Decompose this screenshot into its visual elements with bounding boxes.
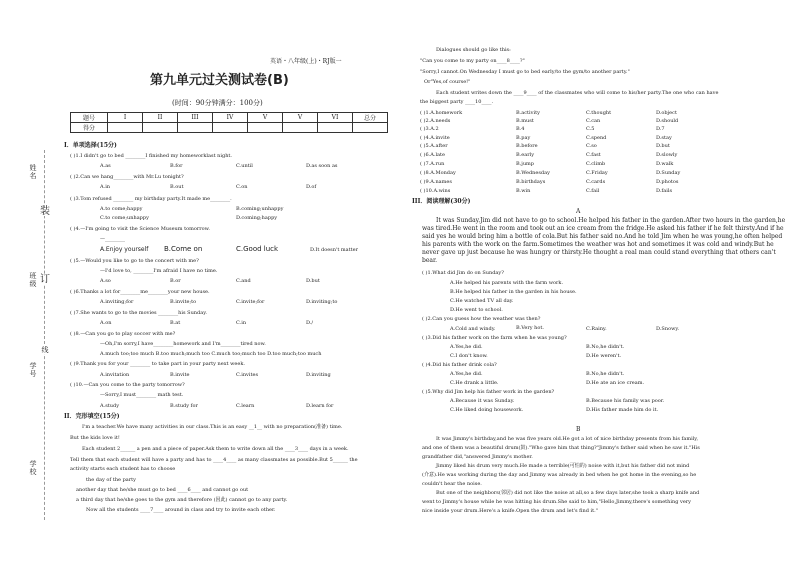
qa3-stem: ( )3.Did his father work on the farm when he was young? <box>422 335 567 341</box>
score-input[interactable] <box>353 123 388 133</box>
dialogue-line: Dialogues should go like this: <box>436 47 511 53</box>
qa2-opt-a[interactable]: A.Cold and windy. <box>450 326 496 332</box>
cloze-opt-5b[interactable]: B.before <box>516 143 538 149</box>
score-input[interactable] <box>178 123 213 133</box>
score-cell: V <box>283 113 318 123</box>
score-input[interactable] <box>213 123 248 133</box>
q3-stem: ( )3.Tom refused ________ my birthday party.It made me________. <box>70 196 232 202</box>
cloze-opt-7a[interactable]: ( )7.A.run <box>420 161 445 167</box>
q9-opt-c[interactable]: C.invites <box>236 372 259 378</box>
q6-opt-c[interactable]: C.invite;for <box>236 299 265 305</box>
score-cell: III <box>178 113 213 123</box>
q2-opt-d[interactable]: D.of <box>306 184 317 190</box>
school-label: 学校 <box>29 460 37 476</box>
qa4-opt-c[interactable]: C.He drank a little. <box>450 380 499 386</box>
qa4-opt-a[interactable]: A.Yes,he did. <box>450 371 483 377</box>
score-cell: I <box>108 113 143 123</box>
cloze-opt-8a[interactable]: ( )8.A.Monday <box>420 170 456 176</box>
score-cell: II <box>143 113 178 123</box>
qa2-stem: ( )2.Can you guess how the weather was then? <box>422 316 541 322</box>
qa5-opt-c[interactable]: C.He liked doing housework. <box>450 407 524 413</box>
q10-opt-d[interactable]: D.learn for <box>306 403 334 409</box>
cloze-opt-8b[interactable]: B.Wednesday <box>516 170 550 176</box>
cloze-opt-8d[interactable]: D.Sunday <box>656 170 681 176</box>
q4-opt-b[interactable]: B.Come on <box>164 245 203 253</box>
section-1-heading: I．单项选择(15分) <box>64 142 117 149</box>
score-input[interactable] <box>283 123 318 133</box>
cloze-opt-4a[interactable]: ( )4.A.invite <box>420 135 450 141</box>
qa1-opt-d[interactable]: D.He went to school. <box>450 307 503 313</box>
cloze-opt-10d[interactable]: D.fails <box>656 188 673 194</box>
cloze-line: Tell them that each student will have a party and has to ____4____ as many classmates as possible.But 5______ the <box>70 457 358 463</box>
binding-char-zhuang: 装 <box>40 206 50 217</box>
dialogue-line: "Sorry,I cannot.On Wednesday I must go to bed early/to the gym/to another party." <box>420 69 630 75</box>
cloze-opt-7d[interactable]: D.walk <box>656 161 674 167</box>
passage-b-label: B <box>576 426 581 433</box>
passage-a-text: It was Sunday.Jim did not have to go to school.He helped his father in the garden.After two hours in the garden,he was tired.He went in the room and took out an ice cream from the fridge.He asked his father if he felt thirsty.And if he said yes he would bring him a bottle of cola.But his father said no.And he told Jim when he was young,he often helped his parents with the work on the farm.Sometimes the weather was hot and sometimes it was cold and windy.But he never gave up just because he was hungry or thirsty.He thought a real man could stand everything that others can't bear. <box>422 217 786 264</box>
dialogue-line: Or"Yes,of course!" <box>424 79 471 85</box>
qa3-opt-d[interactable]: D.He weren't. <box>586 353 622 359</box>
q10-opt-b[interactable]: B.study for <box>170 403 198 409</box>
qa4-opt-d[interactable]: D.He ate an ice cream. <box>586 380 645 386</box>
score-value-row <box>71 123 388 133</box>
qa4-opt-b[interactable]: B.No,he didn't. <box>586 371 625 377</box>
cloze-opt-7b[interactable]: B.jump <box>516 161 534 167</box>
passage-b-line: Jimmy liked his drum very much.He made a terrible(可怕的) noise with it,but his father did not mind <box>436 463 690 469</box>
passage-b-line: (介意).He was working during the day and Jimmy was already in bed when he got home in the evening,so he <box>422 472 697 478</box>
passage-a-label: A <box>576 208 581 215</box>
q9-opt-d[interactable]: D.inviting <box>306 372 331 378</box>
q10-stem-line2: —Sorry,I must________ math test. <box>100 392 184 398</box>
score-input[interactable] <box>108 123 143 133</box>
q5-stem-line2: —I'd love to, ________I'm afraid I have no time. <box>100 268 218 274</box>
q9-stem: ( )9.Thank you for your ________ to take part in your party next week. <box>70 361 245 367</box>
cloze-opt-3a[interactable]: ( )3.A.2 <box>420 126 439 132</box>
q4-opt-c[interactable]: C.Good luck <box>236 245 279 253</box>
cloze-opt-10b[interactable]: B.win <box>516 188 531 194</box>
binding-char-xian: 线 <box>41 346 49 354</box>
q7-opt-d[interactable]: D./ <box>306 320 314 326</box>
qa5-opt-a[interactable]: A.Because it was Sunday. <box>450 398 515 404</box>
qa3-opt-c[interactable]: C.I don't know. <box>450 353 488 359</box>
qa5-opt-d[interactable]: D.His father made him do it. <box>586 407 659 413</box>
cloze-line: activity starts each student has to choose <box>70 466 176 472</box>
q8-options[interactable]: A.much too;too much B.too much;much too C.much too;much too D.too much;too much <box>100 351 322 357</box>
qa3-opt-b[interactable]: B.No,he didn't. <box>586 344 625 350</box>
q5-opt-b[interactable]: B.or <box>170 278 181 284</box>
q3-opt-b[interactable]: B.coming;unhappy <box>236 206 284 212</box>
student-id-label: 学号 <box>29 362 37 378</box>
q6-opt-d[interactable]: D.inviting;to <box>306 299 338 305</box>
cloze-opt-1a[interactable]: ( )1.A.homework <box>420 110 463 116</box>
q5-stem: ( )5.—Would you like to go to the concert with me? <box>70 258 199 264</box>
dialogue-line: the biggest party ____10____. <box>420 99 494 105</box>
score-input[interactable] <box>143 123 178 133</box>
cloze-opt-5a[interactable]: ( )5.A.after <box>420 143 448 149</box>
qa2-opt-d[interactable]: D.Snowy. <box>656 326 680 332</box>
cloze-opt-2d[interactable]: D.should <box>656 118 679 124</box>
cloze-opt-10c[interactable]: C.fail <box>586 188 600 194</box>
q1-opt-d[interactable]: D.as soon as <box>306 163 338 169</box>
q4-opt-d[interactable]: D.It doesn't matter <box>310 247 359 253</box>
passage-b-line: It was Jimmy's birthday,and he was five years old.He got a lot of nice birthday presents from his family, <box>436 436 699 442</box>
qa3-opt-a[interactable]: A.Yes,he did. <box>450 344 483 350</box>
cloze-opt-4c[interactable]: C.spend <box>586 135 607 141</box>
cloze-opt-3b[interactable]: B.4 <box>516 126 525 132</box>
cloze-opt-2a[interactable]: ( )2.A.needs <box>420 118 451 124</box>
q3-opt-d[interactable]: D.coming;happy <box>236 215 278 221</box>
cloze-opt-9d[interactable]: D.photos <box>656 179 679 185</box>
q10-opt-c[interactable]: C.learn <box>236 403 255 409</box>
q2-opt-c[interactable]: C.on <box>236 184 248 190</box>
qa2-opt-b[interactable]: B.Very hot. <box>516 325 545 331</box>
cloze-line: the day of the party <box>86 477 137 483</box>
q6-opt-b[interactable]: B.invite;to <box>170 299 197 305</box>
q1-opt-c[interactable]: C.until <box>236 163 253 169</box>
q1-opt-a[interactable]: A.as <box>100 163 111 169</box>
cloze-opt-6c[interactable]: C.fast <box>586 152 601 158</box>
cloze-opt-1b[interactable]: B.activity <box>516 110 540 116</box>
cloze-line: But the kids love it! <box>70 435 120 441</box>
score-cell: 得分 <box>71 123 108 133</box>
cloze-opt-1c[interactable]: C.thought <box>586 110 612 116</box>
passage-b-line: grandfather did,"answered Jimmy's mother. <box>422 454 533 460</box>
q4-opt-a[interactable]: A.Enjoy yourself <box>100 246 149 253</box>
q5-opt-a[interactable]: A.so <box>100 278 111 284</box>
q1-stem: ( )1.I didn't go to bed ________I finished my homeworklast night. <box>70 153 233 159</box>
qa5-opt-b[interactable]: B.Because his family was poor. <box>586 398 665 404</box>
cloze-opt-1d[interactable]: D.object <box>656 110 677 116</box>
score-cell: IV <box>213 113 248 123</box>
binding-char-ding: 订 <box>40 274 50 285</box>
cloze-line: a third day that he/she goes to the gym and therefore (因此) cannot go to any party. <box>76 497 288 503</box>
q3-opt-c[interactable]: C.to come;unhappy <box>100 215 149 221</box>
cloze-opt-5d[interactable]: D.but <box>656 143 670 149</box>
score-header-row <box>71 113 388 123</box>
cloze-opt-2b[interactable]: B.must <box>516 118 534 124</box>
q6-opt-a[interactable]: A.inviting;for <box>100 299 134 305</box>
q7-stem: ( )7.She wants to go to the movies ________his Sunday. <box>70 310 207 316</box>
exam-info: (时间：90分钟满分：100分) <box>172 99 263 107</box>
cloze-opt-5c[interactable]: C.so <box>586 143 597 149</box>
qa1-opt-b[interactable]: B.He helped his father in the garden in his house. <box>450 289 577 295</box>
cloze-opt-10a[interactable]: ( )10.A.wins <box>420 188 451 194</box>
cloze-opt-4b[interactable]: B.pay <box>516 135 531 141</box>
q7-opt-b[interactable]: B.at <box>170 320 181 326</box>
cloze-line: Each student 2______ a pen and a piece of paper.Ask them to write down all the ____3____ days in a week. <box>82 446 349 452</box>
cloze-opt-3c[interactable]: C.5 <box>586 126 595 132</box>
q2-stem: ( )2.Can we hang________with Mr.Lu tonight? <box>70 174 184 180</box>
q8-stem: ( )8.—Can you go to play soccer with me? <box>70 331 176 337</box>
cloze-opt-4d[interactable]: D.stay <box>656 135 672 141</box>
score-table <box>70 112 388 133</box>
passage-b-line: went to Jimmy's house while he was hitting his drum.She said to him,"Hello,Jimmy,there's something very <box>422 499 691 505</box>
q3-opt-a[interactable]: A.to come;happy <box>100 206 143 212</box>
qa2-opt-c[interactable]: C.Rainy. <box>586 326 607 332</box>
q2-opt-b[interactable]: B.out <box>170 184 184 190</box>
cloze-opt-9c[interactable]: C.cards <box>586 179 606 185</box>
score-cell: 题号 <box>71 113 108 123</box>
cloze-line: another day that he/she must go to bed ____6____ and cannot go out <box>76 487 249 493</box>
q9-opt-a[interactable]: A.invitation <box>100 372 130 378</box>
passage-b-line: couldn't hear the noise. <box>422 481 482 487</box>
qa1-opt-c[interactable]: C.He watched TV all day. <box>450 298 514 304</box>
q5-opt-d[interactable]: D.but <box>306 278 320 284</box>
cloze-opt-6a[interactable]: ( )6.A.late <box>420 152 446 158</box>
cloze-opt-8c[interactable]: C.Friday <box>586 170 608 176</box>
subject-line: 英语・八年级(上)・RJ版一 <box>270 58 342 65</box>
score-input[interactable] <box>248 123 283 133</box>
cloze-line: Now all the students ____7____ around in class and try to invite each other. <box>86 507 276 513</box>
q5-opt-c[interactable]: C.and <box>236 278 251 284</box>
q10-stem: ( )10.—Can you come to the party tomorrow? <box>70 382 185 388</box>
passage-b-line: nice inside your drum.Here's a knife.Open the drum and let's find it." <box>422 508 599 514</box>
q6-stem: ( )6.Thanks a lot for________me________your new house. <box>70 289 210 295</box>
cloze-opt-3d[interactable]: D.7 <box>656 126 665 132</box>
qa1-stem: ( )1.What did Jim do on Sunday? <box>422 270 504 276</box>
cloze-opt-9a[interactable]: ( )9.A.names <box>420 179 452 185</box>
score-input[interactable] <box>318 123 353 133</box>
q9-opt-b[interactable]: B.invite <box>170 372 190 378</box>
section-2-heading: II．完形填空(15分) <box>64 413 120 420</box>
passage-b-line: and one of them was a beautiful drum(鼓)."Who gave him that thing?"Jimmy's father said when he saw it."His <box>422 445 700 451</box>
q7-opt-a[interactable]: A.on <box>100 320 112 326</box>
class-label: 班级 <box>29 272 37 288</box>
dialogue-line: "Can you come to my party on____8____?" <box>420 58 525 64</box>
dialogue-line: Each student writes down the ____9____ of the classmates who will come to his/her party.The one who can have <box>436 90 719 96</box>
cloze-opt-6b[interactable]: B.early <box>516 152 535 158</box>
q4-stem-line2: —________ <box>100 236 125 242</box>
cloze-opt-2c[interactable]: C.can <box>586 118 601 124</box>
cloze-line: I'm a teacher.We have many activities in our class.This is an easy __1__ with no preparation(准备) time. <box>82 424 343 430</box>
name-label: 姓名 <box>29 164 37 180</box>
q10-opt-a[interactable]: A.study <box>100 403 120 409</box>
section-3-heading: III．阅读理解(30分) <box>412 198 471 205</box>
passage-b-line: But one of the neighbors(邻居) did not like the noise at all,so a few days later,she took a sharp knife and <box>436 490 700 496</box>
cloze-opt-7c[interactable]: C.climb <box>586 161 606 167</box>
q4-stem: ( )4.—I'm going to visit the Science Museum tomorrow. <box>70 226 210 232</box>
cloze-opt-6d[interactable]: D.slowly <box>656 152 678 158</box>
score-cell: V <box>248 113 283 123</box>
qa5-stem: ( )5.Why did Jim help his father work in the garden? <box>422 389 555 395</box>
q2-opt-a[interactable]: A.in <box>100 184 111 190</box>
page-title: 第九单元过关测试卷(B) <box>150 73 289 88</box>
score-cell: 总分 <box>353 113 388 123</box>
q8-stem-line2: —Oh,I'm sorry,I have________homework and I'm________tired now. <box>100 341 266 347</box>
q1-opt-b[interactable]: B.for <box>170 163 183 169</box>
score-cell: VI <box>318 113 353 123</box>
cloze-opt-9b[interactable]: B.birthdays <box>516 179 546 185</box>
qa1-opt-a[interactable]: A.He helped his parents with the farm work. <box>450 280 564 286</box>
qa4-stem: ( )4.Did his father drink cola? <box>422 362 497 368</box>
q7-opt-c[interactable]: C.in <box>236 320 247 326</box>
binding-margin <box>0 0 62 562</box>
